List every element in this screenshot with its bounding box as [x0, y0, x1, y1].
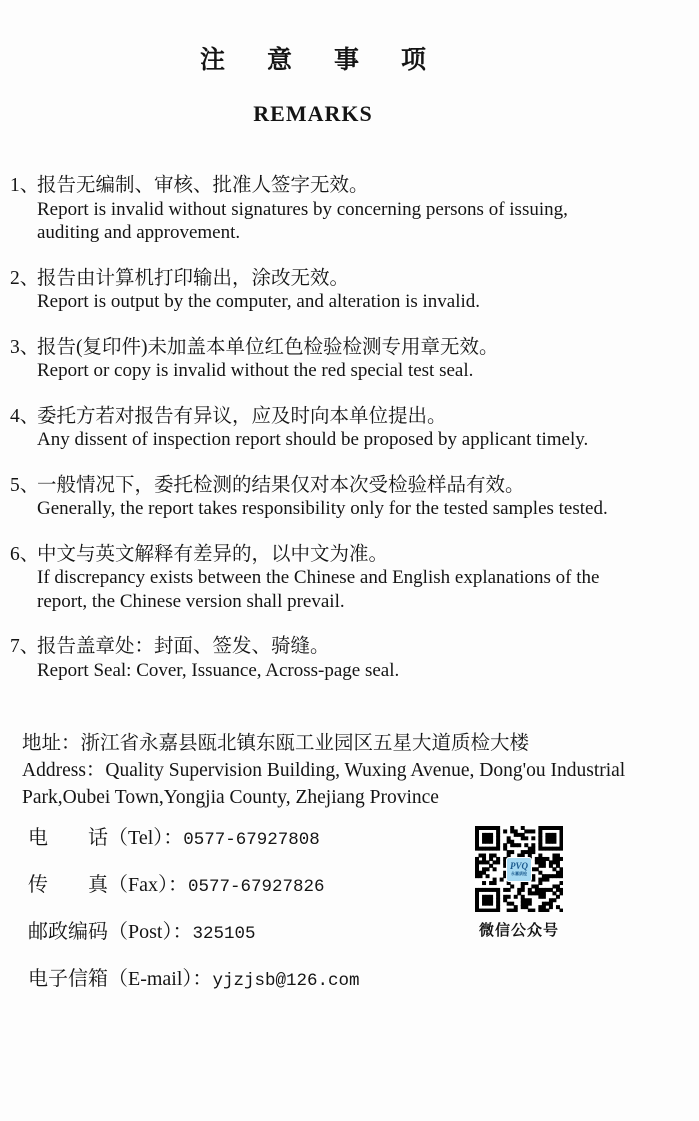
address-block	[22, 730, 672, 811]
item-text-zh: 委托方若对报告有异议，应及时向本单位提出。	[37, 405, 447, 427]
item-number: 4、	[10, 405, 40, 427]
contact-row-fax	[28, 873, 448, 897]
item-text-en: Generally, the report takes responsibility only for the tested samples tested.	[37, 498, 608, 519]
tel-label: 电 话（Tel）：	[28, 827, 184, 849]
page-title-english: REMARKS	[253, 101, 373, 126]
qr-center-logo	[506, 857, 532, 882]
fax-value: 0577-67927826	[188, 877, 325, 897]
item-number: 2、	[10, 267, 40, 289]
contact-row-tel	[28, 826, 448, 850]
tel-value: 0577-67927808	[183, 830, 320, 850]
email-value: yjzjsb@126.com	[212, 971, 360, 991]
qr-code	[475, 826, 563, 912]
item-text-zh: 报告无编制、审核、批准人签字无效。	[37, 175, 369, 196]
item-number: 5、	[10, 474, 40, 496]
item-text-zh: 报告(复印件)未加盖本单位红色检验检测专用章无效。	[37, 336, 499, 358]
item-text-en: Report is invalid without signatures by concerning persons of issuing, auditing and approvement.	[37, 198, 568, 243]
fax-label: 传 真（Fax）：	[28, 874, 188, 896]
page-header	[0, 40, 626, 127]
item-text-zh: 报告由计算机打印输出，涂改无效。	[37, 267, 350, 289]
item-number: 6、	[10, 543, 40, 565]
item-number: 3、	[10, 336, 40, 358]
remark-item-3	[10, 336, 670, 383]
item-text-en: Any dissent of inspection report should be proposed by applicant timely.	[37, 429, 589, 450]
qr-logo-text: PVQ	[510, 861, 528, 871]
qr-caption: 微信公众号	[478, 923, 559, 939]
item-number: 7、	[10, 636, 40, 657]
item-text-zh: 一般情况下，委托检测的结果仅对本次受检验样品有效。	[37, 474, 525, 496]
contact-row-post	[28, 920, 448, 944]
item-text-en: Report is output by the computer, and alteration is invalid.	[37, 291, 481, 312]
remark-item-1	[10, 174, 670, 245]
address-en: Address：Quality Supervision Building, Wuxing Avenue, Dong'ou Industrial Park,Oubei Town,Yongjia County, Zhejiang Province	[22, 760, 626, 808]
item-text-en: Report Seal: Cover, Issuance, Across-page seal.	[37, 659, 400, 681]
address-zh: 地址：浙江省永嘉县瓯北镇东瓯工业园区五星大道质检大楼	[22, 733, 530, 754]
wechat-qr-block	[473, 826, 565, 940]
post-value: 325105	[192, 924, 256, 944]
email-label: 电子信箱（E-mail）：	[28, 968, 213, 990]
contact-row-email	[28, 967, 448, 991]
item-text-en: Report or copy is invalid without the red special test seal.	[37, 360, 474, 381]
remarks-list	[10, 174, 670, 704]
contact-block	[28, 826, 448, 1014]
post-label: 邮政编码（Post）：	[28, 921, 193, 943]
item-text-zh: 报告盖章处：封面、签发、骑缝。	[37, 636, 330, 657]
remark-item-2	[10, 267, 670, 314]
qr-logo-subtext: 永嘉质检	[511, 871, 527, 876]
item-number: 1、	[10, 175, 40, 196]
remark-item-7	[10, 635, 670, 682]
remark-item-6	[10, 543, 670, 614]
page-title: 注意事项	[199, 47, 468, 74]
remark-item-5	[10, 474, 670, 521]
item-text-en: If discrepancy exists between the Chinese and English explanations of the report, the Chinese version shall prevail.	[37, 567, 600, 612]
remark-item-4	[10, 405, 670, 452]
item-text-zh: 中文与英文解释有差异的，以中文为准。	[37, 543, 389, 565]
